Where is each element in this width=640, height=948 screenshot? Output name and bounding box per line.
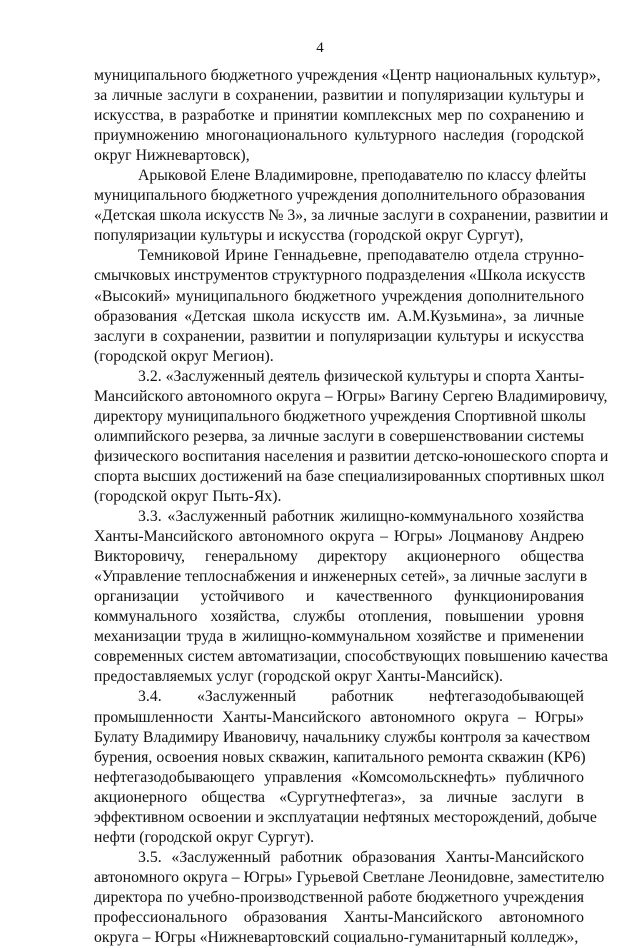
text-line: Арыковой Елене Владимировне, преподавателю по классу флейты (138, 167, 587, 185)
text-line: промышленности Ханты-Мансийского автономного округа – Югры» (94, 708, 584, 726)
text-line: 3.4. «Заслуженный работник нефтегазодобывающей (138, 688, 584, 706)
document-body (94, 66, 609, 948)
text-line: директору муниципального бюджетного учреждения Спортивной школы (94, 407, 586, 425)
text-line: нефтегазодобывающего управления «Комсомольскнефть» публичного (94, 768, 584, 786)
text-line: организации устойчивого и качественного функционирования (94, 588, 584, 606)
paragraph (94, 166, 609, 246)
text-line: акционерного общества «Сургутнефтегаз», за личные заслуги в (94, 788, 584, 806)
text-line: искусства, в разработке и принятии комплексных мер по сохранению и (94, 107, 584, 125)
text-line: «Управление теплоснабжения и инженерных сетей», за личные заслуги в (94, 568, 588, 586)
text-line: олимпийского резерва, за личные заслуги в совершенствовании системы (94, 427, 584, 445)
paragraph (94, 367, 609, 507)
text-line: муниципального бюджетного учреждения «Центр национальных культур», (94, 67, 601, 84)
text-line: профессионального образования Ханты-Мансийского автономного (94, 908, 584, 926)
paragraph (94, 66, 601, 166)
text-line: автономного округа – Югры» Гурьевой Светлане Леонидовне, заместителю (94, 868, 605, 886)
text-line: Булату Владимиру Ивановичу, начальнику службы контроля за качеством (94, 728, 591, 746)
paragraph (94, 507, 609, 687)
text-line: Ханты-Мансийского автономного округа – Югры» Лоцманову Андрею (94, 528, 584, 546)
text-line: муниципального бюджетного учреждения дополнительного образования (94, 187, 585, 205)
text-line: нефти (городской округ Сургут). (94, 828, 315, 846)
text-line: смычковых инструментов структурного подразделения «Школа искусств (94, 267, 586, 285)
text-line: 3.3. «Заслуженный работник жилищно-коммунального хозяйства (138, 508, 584, 526)
paragraph (94, 246, 584, 366)
text-line: бурения, освоения новых скважин, капитального ремонта скважин (КР6) (94, 748, 586, 766)
text-line: Темниковой Ирине Геннадьевне, преподавателю отдела струнно- (138, 247, 584, 265)
text-line: предоставляемых услуг (городской округ Ханты-Мансийск). (94, 668, 503, 686)
text-line: заслуги в сохранении, развитии и популяризации культуры и искусства (94, 327, 584, 345)
text-line: «Высокий» муниципального бюджетного учреждения дополнительного (94, 287, 584, 305)
text-line: эффективном освоении и эксплуатации нефтяных месторождений, добыче (94, 808, 597, 826)
text-line: 3.5. «Заслуженный работник образования Ханты-Мансийского (138, 848, 584, 866)
text-line: популяризации культуры и искусства (городской округ Сургут), (94, 227, 524, 245)
text-line: Викторовичу, генеральному директору акционерного общества (94, 548, 584, 566)
paragraph (94, 848, 605, 948)
text-line: спорта высших достижений на базе специализированных спортивных школ (94, 467, 605, 485)
text-line: коммунального хозяйства, службы отопления, повышении уровня (94, 608, 584, 626)
text-line: «Детская школа искусств № 3», за личные заслуги в сохранении, развитии и (94, 207, 609, 225)
text-line: за личные заслуги в сохранении, развитии и популяризации культуры и (94, 87, 584, 105)
text-line: современных систем автоматизации, способствующих повышению качества (94, 648, 609, 666)
text-line: физического воспитания населения и развитии детско-юношеского спорта и (94, 447, 609, 465)
text-line: округ Нижневартовск), (94, 147, 250, 165)
text-line: директора по учебно-производственной работе бюджетного учреждения (94, 888, 584, 906)
text-line: 3.2. «Заслуженный деятель физической культуры и спорта Ханты- (138, 367, 585, 385)
text-line: (городской округ Пыть-Ях). (94, 487, 282, 505)
text-line: (городской округ Мегион). (94, 347, 274, 365)
page-number: 4 (316, 40, 324, 56)
text-line: приумножению многонационального культурного наследия (городской (94, 127, 584, 145)
text-line: образования «Детская школа искусств им. А.М.Кузьмина», за личные (94, 307, 584, 325)
text-line: механизации труда в жилищно-коммунальном хозяйстве и применении (94, 628, 584, 646)
text-line: Мансийского автономного округа – Югры» Вагину Сергею Владимировичу, (94, 387, 608, 405)
text-line: округа – Югры «Нижневартовский социально-гуманитарный колледж», (94, 929, 579, 947)
paragraph (94, 687, 597, 847)
